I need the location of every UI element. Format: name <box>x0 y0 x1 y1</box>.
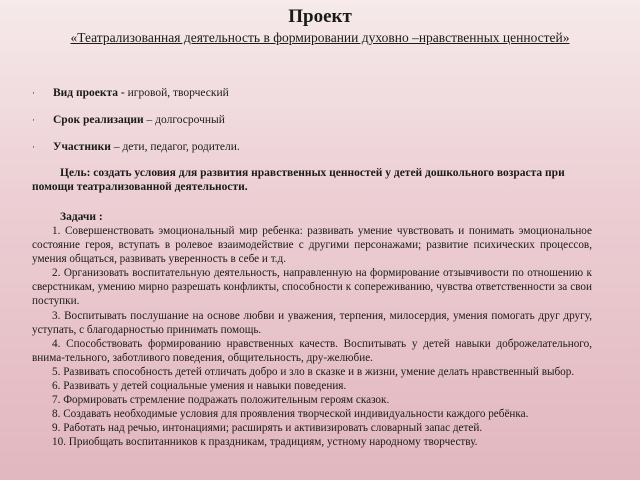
bullet-label: Вид проекта - <box>53 87 125 99</box>
task-item: 1. Совершенствовать эмоциональный мир ребенка: развивать умение чувствовать и понимать эмоциональное состояние героя, вступать в ролевое взаимодействие с другими персонажами; развитие психических процессов, умения общаться, развивать уверенность в себе и т.д. <box>32 225 592 266</box>
bullet-text: игровой, творческий <box>124 87 229 99</box>
tasks-heading: Задачи : <box>60 211 103 223</box>
bullet-item-participants <box>32 140 592 154</box>
task-item: 6. Развивать у детей социальные умения и навыки поведения. <box>52 380 347 393</box>
page-subtitle: «Театрализованная деятельность в формировании духовно –нравственных ценностей» <box>70 30 570 45</box>
bullet-text: – долгосрочный <box>143 114 225 126</box>
bullet-item-type <box>32 86 592 100</box>
task-item: 10. Приобщать воспитанников к праздникам, традициям, устному народному творчеству. <box>52 436 478 449</box>
task-item: 4. Способствовать формированию нравственных качеств. Воспитывать у детей навыки доброжелательного, внима-тельного, заботливого поведения, общительность, дру-желюбие. <box>32 337 592 364</box>
page-title: Проект <box>288 6 352 27</box>
bullet-dot-icon: · <box>32 142 35 152</box>
bullet-dot-icon: · <box>32 88 35 98</box>
bullet-item-duration <box>32 113 592 127</box>
task-item: 9. Работать над речью, интонациями; расширять и активизировать словарный запас детей. <box>52 422 483 435</box>
task-item: 7. Формировать стремление подражать положительным героям сказок. <box>52 394 390 407</box>
task-item: 2. Организовать воспитательную деятельность, направленную на формирование отзывчивости по отношению к сверстникам, умению мирно разрешать конфликты, способности к сопереживанию, чувства ответственности за свои поступки. <box>32 267 592 308</box>
bullet-label: Срок реализации <box>53 114 144 126</box>
bullet-label: Участники <box>53 141 111 153</box>
tasks-list <box>32 224 592 450</box>
bullet-list <box>32 86 592 167</box>
bullet-dot-icon: · <box>32 115 35 125</box>
project-goal: Цель: создать условия для развития нравственных ценностей у детей дошкольного возраста при помощи театрализованной деятельности. <box>32 167 565 193</box>
task-item: 3. Воспитывать послушание на основе любви и уважения, терпения, милосердия, умения помогать друг другу, уступать, с благодарностью принимать помощь. <box>32 309 592 336</box>
bullet-text: – дети, педагог, родители. <box>110 141 240 153</box>
task-item: 8. Создавать необходимые условия для проявления творческой индивидуальности каждого ребёнка. <box>52 408 529 421</box>
task-item: 5. Развивать способность детей отличать добро и зло в сказке и в жизни, умение делать нравственный выбор. <box>52 365 575 378</box>
